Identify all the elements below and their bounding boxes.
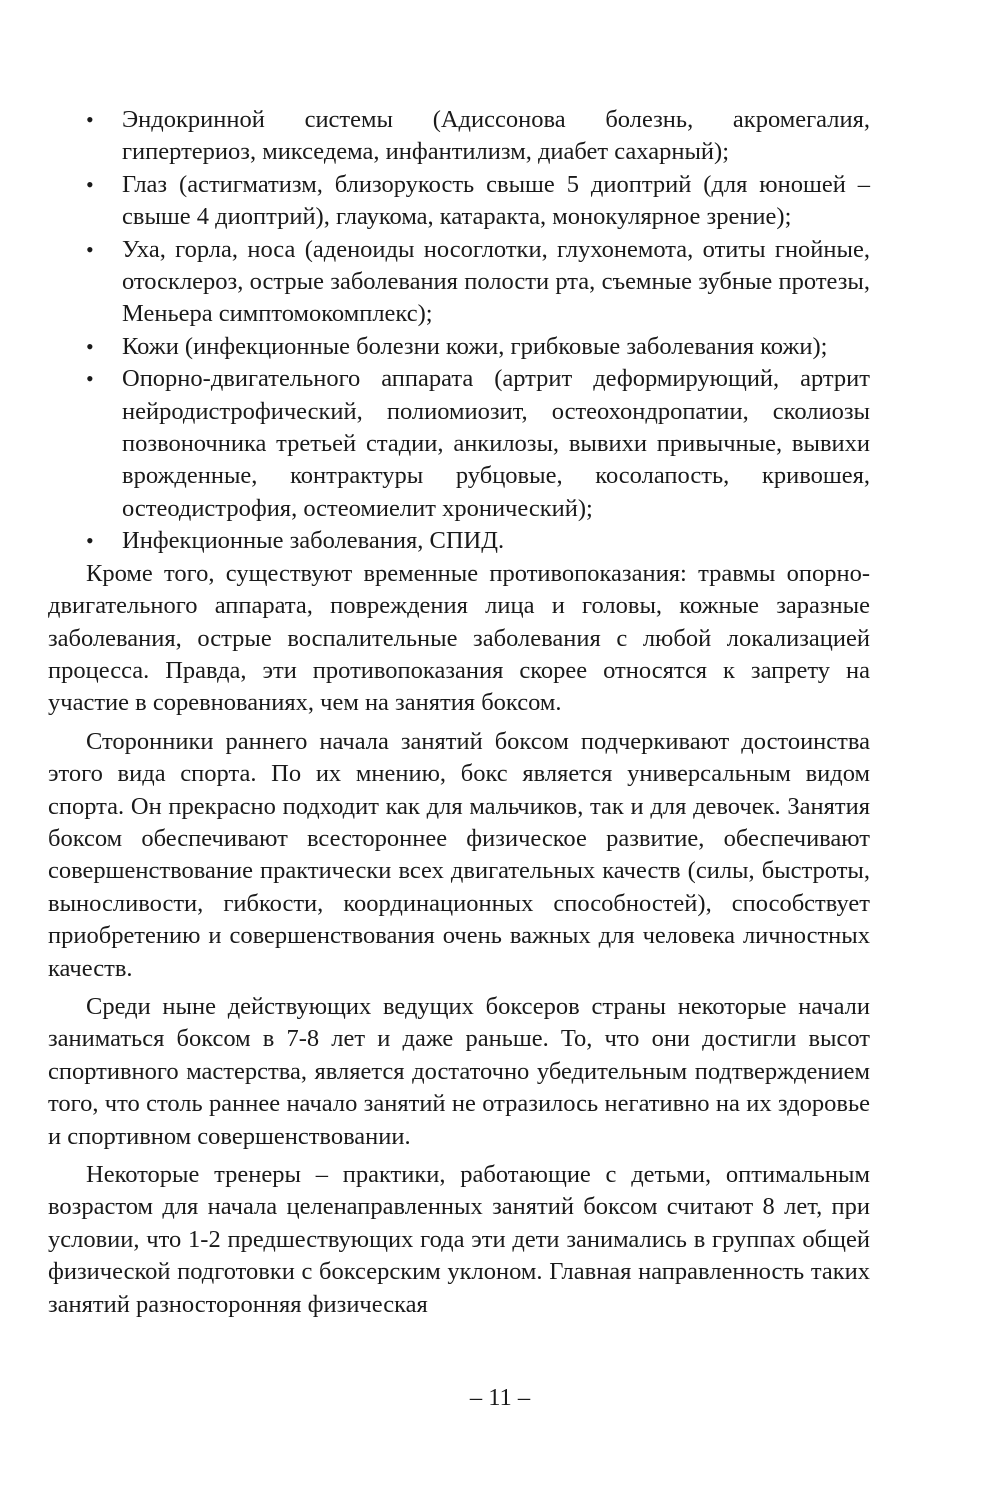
list-item-text: Эндокринной системы (Адиссонова болезнь, акромегалия, гипертериоз, микседема, инфантилизм, диабет сахарный); [122,106,870,166]
page-body [48,104,870,1321]
paragraph-early-start-supporters: Сторонники раннего начала занятий боксом подчеркивают достоинства этого вида спорта. По их мнению, бокс является универсальным видом спорта. Он прекрасно подходит как для мальчиков, так и для девочек. Занятия боксом обеспечивают всестороннее физическое развитие, обеспечивают совершенствование практически всех двигательных качеств (силы, быстроты, выносливости, гибкости, координационных способностей), способствует приобретению и совершенствования очень важных для человека личностных качеств. [48,727,870,982]
list-item [48,363,870,525]
paragraph-coaches-opinion: Некоторые тренеры – практики, работающие с детьми, оптимальным возрастом для начала целенаправленных занятий боксом считают 8 лет, при условии, что 1-2 предшествующих года эти дети занимались в группах общей физической подготовки с боксерским уклоном. Главная направленность таких занятий разносторонняя физическая [48,1161,870,1318]
list-item [48,525,870,557]
list-item [48,104,870,169]
bullet-marker: • [86,333,94,359]
list-item-text: Опорно-двигательного аппарата (артрит деформирующий, артрит нейродистрофический, полиомиозит, остеохондропатии, сколиозы позвоночника третьей стадии, анкилозы, вывихи привычные, вывихи врожденные, контрактуры рубцовые, косолапость, кривошея, остеодистрофия, остеомиелит хронический); [122,365,870,522]
list-item [48,331,870,363]
list-item-text: Уха, горла, носа (аденоиды носоглотки, глухонемота, отиты гнойные, отосклероз, острые заболевания полости рта, съемные зубные протезы, Меньера симптомокомплекс); [122,235,870,328]
bullet-marker: • [86,366,94,392]
bullet-marker: • [86,528,94,554]
paragraph-temporary-contraindications: Кроме того, существуют временные противопоказания: травмы опорно-двигательного аппарата, повреждения лица и головы, кожные заразные заболевания, острые воспалительные заболевания с любой локализацией процесса. Правда, эти противопоказания скорее относятся к запрету на участие в соревнованиях, чем на занятия боксом. [48,559,870,717]
bullet-marker: • [86,236,94,262]
bullet-marker: • [86,107,94,132]
list-item-text: Глаз (астигматизм, близорукость свыше 5 диоптрий (для юношей – свыше 4 диоптрий), глаукома, катаракта, монокулярное зрение); [122,170,870,231]
list-item [48,234,870,331]
paragraph-leading-boxers: Среди ныне действующих ведущих боксеров страны некоторые начали заниматься боксом в 7-8 лет и даже раньше. То, что они достигли высот спортивного мастерства, является достаточно убедительным подтверждением того, что столь раннее начало занятий не отразилось негативно на их здоровье и спортивном совершенствовании. [48,992,870,1150]
page-number: – 11 – [469,1384,531,1411]
list-item-text: Инфекционные заболевания, СПИД. [122,527,505,555]
contraindications-list [48,104,870,558]
list-item-text: Кожи (инфекционные болезни кожи, грибковые заболевания кожи); [122,332,828,360]
bullet-marker: • [86,171,94,197]
list-item [48,169,870,234]
